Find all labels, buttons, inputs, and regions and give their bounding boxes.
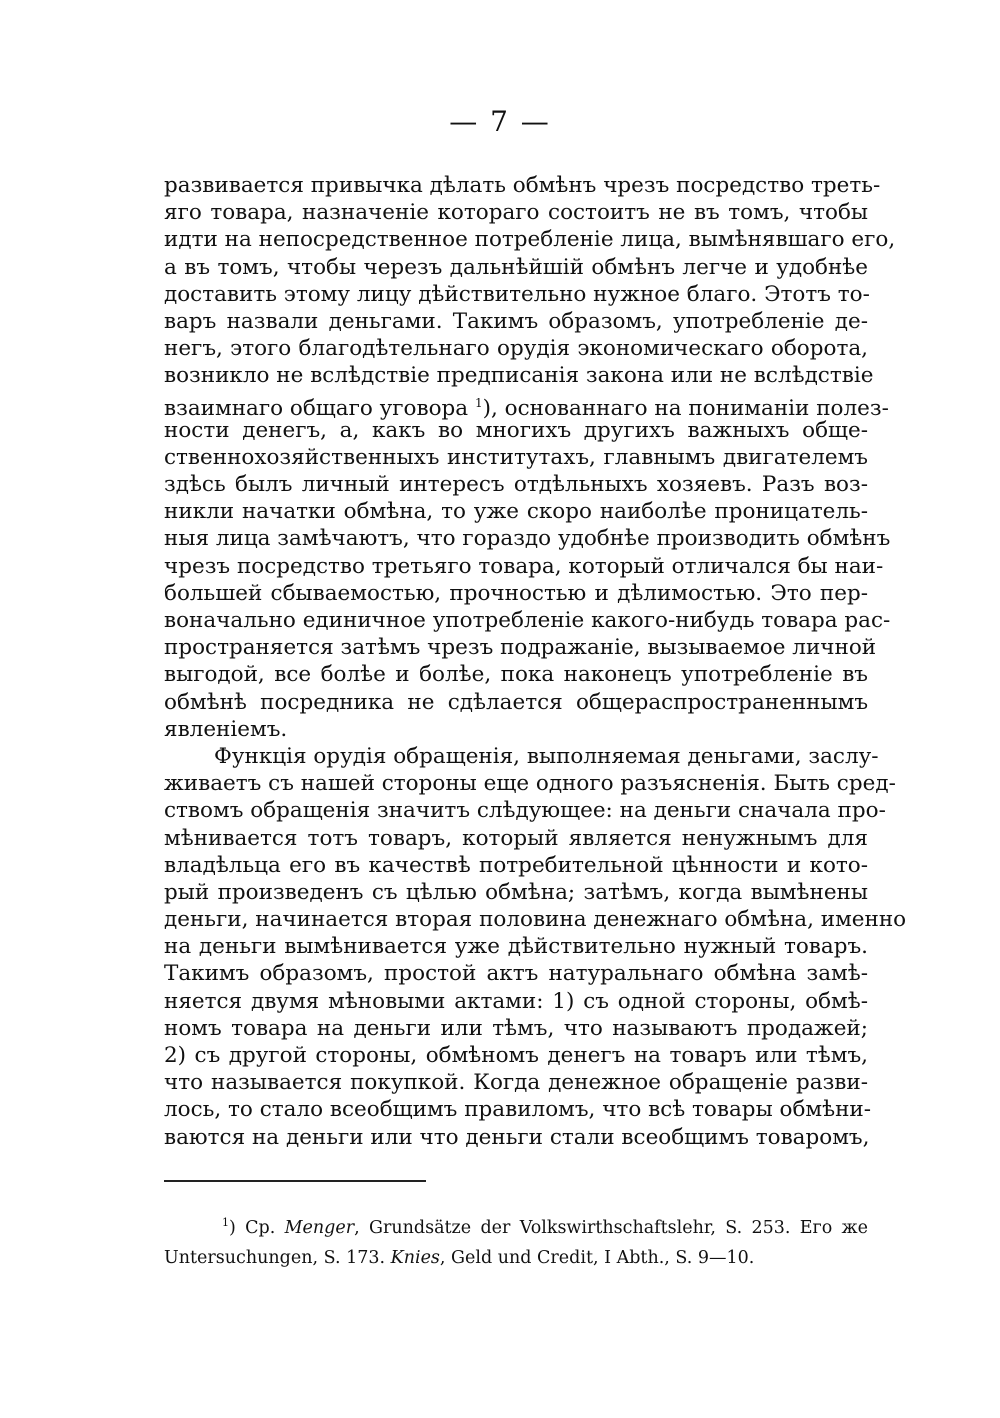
footnote-line <box>164 1243 868 1273</box>
footnote-marker: 1 <box>222 1216 229 1229</box>
footnote-author: Knies <box>390 1248 440 1268</box>
text-line: выгодой, все болѣе и болѣе, пока наконецъ употребленіе въ <box>164 662 868 688</box>
text-line: Функція орудія обращенія, выполняемая деньгами, заслу- <box>214 743 879 769</box>
text-line: деньги, начинается вторая половина денежнаго обмѣна, именно <box>164 907 907 933</box>
text-line: доставить этому лицу дѣйствительно нужное благо. Этотъ то- <box>164 281 870 307</box>
footnote-text: , Geld und Credit, I Abth., S. 9—10. <box>439 1248 755 1268</box>
text-line: владѣльца его въ качествѣ потребительной цѣнности и кото- <box>164 852 868 878</box>
text-line: 2) съ другой стороны, обмѣномъ денегъ на товаръ или тѣмъ, <box>164 1043 868 1068</box>
text-line: ственнохозяйственныхъ институтахъ, главнымъ двигателемъ <box>164 444 868 470</box>
text-line: идти на непосредственное потребленіе лица, вымѣнявшаго его, <box>164 227 896 253</box>
text-line: мѣнивается тотъ товаръ, который является ненужнымъ для <box>164 825 868 851</box>
text-line: варъ назвали деньгами. Такимъ образомъ, употребленіе де- <box>164 308 868 334</box>
body-text <box>164 172 907 1151</box>
text-line: няется двумя мѣновыми актами: 1) съ одной стороны, обмѣ- <box>164 988 868 1014</box>
text-line: обмѣнѣ посредника не сдѣлается общераспространеннымъ <box>164 689 868 715</box>
footnote-text: Untersuchungen, S. 173. <box>164 1248 391 1268</box>
footnote <box>164 1208 868 1273</box>
text-line: ныя лица замѣчаютъ, что гораздо удобнѣе производить обмѣнъ <box>164 526 891 552</box>
text-line: явленіемъ. <box>164 716 288 742</box>
text-line: ности денегъ, а, какъ во многихъ другихъ важныхъ обще- <box>164 417 868 443</box>
footnote-divider <box>164 1180 426 1182</box>
text-line: большей сбываемостью, прочностью и дѣлимостью. Это пер- <box>164 580 868 606</box>
text-line: негъ, этого благодѣтельнаго орудія экономическаго оборота, <box>164 336 868 362</box>
footnote-author: Menger <box>284 1218 355 1238</box>
text-line <box>164 390 889 421</box>
text-line: воначально единичное употребленіе какого-нибудь товара рас- <box>164 608 891 633</box>
footnote-reference[interactable]: 1 <box>474 395 483 410</box>
text-line: ваются на деньги или что деньги стали всеобщимъ товаромъ, <box>164 1124 870 1150</box>
text-line: рый произведенъ съ цѣлью обмѣна; затѣмъ, когда вымѣнены <box>164 879 868 905</box>
text-line: здѣсь былъ личный интересъ отдѣльныхъ хозяевъ. Разъ воз- <box>164 472 868 498</box>
text-line: чрезъ посредство третьяго товара, который отличался бы наи- <box>164 553 884 579</box>
text-line: на деньги вымѣнивается уже дѣйствительно нужный товаръ. <box>164 934 868 960</box>
text-line: никли начатки обмѣна, то уже скоро наиболѣе проницатель- <box>164 499 868 525</box>
text-line: пространяется затѣмъ чрезъ подражаніе, вызываемое личной <box>164 635 877 661</box>
text-line: номъ товара на деньги или тѣмъ, что называютъ продажей; <box>164 1015 868 1041</box>
footnote-text: , Grundsätze der Volkswirthschaftslehr, S. 253. Его же <box>354 1218 869 1238</box>
text-line: яго товара, назначеніе котораго состоитъ не въ томъ, чтобы <box>164 200 868 226</box>
text-fragment: ), основаннаго на пониманіи полез- <box>482 395 889 421</box>
text-line: развивается привычка дѣлать обмѣнъ чрезъ посредство треть- <box>164 173 881 198</box>
text-line: Такимъ образомъ, простой актъ натуральнаго обмѣна замѣ- <box>164 961 868 987</box>
footnote-text: ) Ср. <box>229 1218 285 1238</box>
text-line: что называется покупкой. Когда денежное обращеніе разви- <box>164 1070 868 1096</box>
text-line: ствомъ обращенія значитъ слѣдующее: на деньги сначала про- <box>164 798 886 824</box>
page-number: — 7 — <box>449 105 551 138</box>
text-line: а въ томъ, чтобы черезъ дальнѣйшій обмѣнъ легче и удобнѣе <box>164 254 868 280</box>
text-fragment: взаимнаго общаго уговора <box>164 395 469 421</box>
text-line: живаетъ съ нашей стороны еще одного разъясненія. Быть сред- <box>164 771 896 797</box>
text-line: возникло не вслѣдствіе предписанія закона или не вслѣдствіе <box>164 363 874 389</box>
text-line: лось, то стало всеобщимъ правиломъ, что всѣ товары обмѣни- <box>164 1097 872 1123</box>
footnote-line <box>164 1208 868 1243</box>
